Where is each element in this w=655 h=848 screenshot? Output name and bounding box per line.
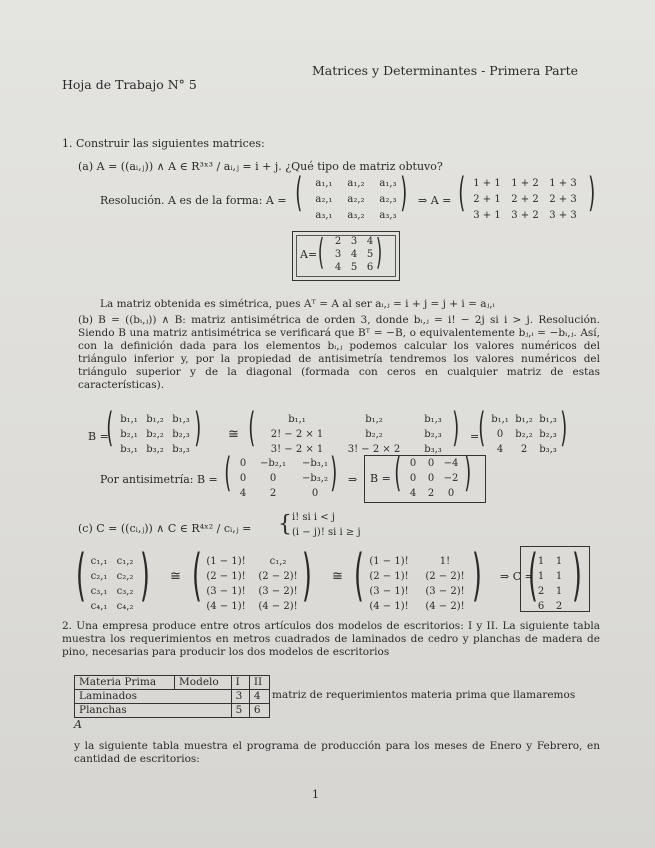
paren: ( xyxy=(224,450,232,496)
paren: ) xyxy=(560,405,568,451)
q1c-step2-matrix: (1 − 1)! 1! (2 − 1)! (2 − 2)! (3 − 1)! (3 − 2)! (4 − 1)! (4 − 2)! xyxy=(369,556,465,612)
table-cell: 3 xyxy=(231,690,249,704)
q1a-sums-matrix: 1 + 1 1 + 2 1 + 3 2 + 1 2 + 2 2 + 3 3 + 1 3 + 2 3 + 3 xyxy=(473,178,577,221)
q1b-formula-matrix: b₁,₁ b₁,₂ b₁,₃ 2! − 2 × 1 b₂,₂ b₂,₃ 3! − 2 × 1 3! − 2 × 2 b₃,₃ xyxy=(270,414,442,455)
q2-table-note: matriz de requerimientos materia prima que llamaremos xyxy=(272,689,576,701)
table-cell: Planchas xyxy=(75,704,232,718)
q1b-final-matrix: 0 0 −4 0 0 −2 4 2 0 xyxy=(409,458,459,499)
q1-title: 1. Construir las siguientes matrices: xyxy=(62,137,265,150)
q2-text: 2. Una empresa produce entre otros artículos dos modelos de escritorios: I y II. La siguiente tabla muestra los requerimientos en metros cuadrados de laminados de cedro y planchas de madera de pino, necesarias para producir los dos modelos de escritorios xyxy=(62,620,600,658)
q1a-result-label: A= xyxy=(300,248,318,261)
q1b-lhs: B = xyxy=(88,430,109,443)
q1c-statement: (c) C = ((cᵢ,ⱼ)) ∧ C ∈ R⁴ˣ² / cᵢ,ⱼ = xyxy=(78,522,252,535)
q1a-generic-matrix: a₁,₁ a₁,₂ a₁,₃ a₂,₁ a₂,₂ a₂,₃ a₃,₁ a₃,₂ a₃,₃ xyxy=(315,178,397,221)
paren: ) xyxy=(464,450,472,496)
paren: ( xyxy=(106,405,114,451)
paren: ( xyxy=(317,232,325,273)
paren: ) xyxy=(330,450,338,496)
table-row xyxy=(75,704,270,718)
paren: ) xyxy=(302,543,312,608)
table-cell: 6 xyxy=(249,704,269,718)
table-row xyxy=(75,676,270,690)
q1a-statement: (a) A = ((aᵢ,ⱼ)) ∧ A ∈ R³ˣ³ / aᵢ,ⱼ = i + j. ¿Qué tipo de matriz obtuvo? xyxy=(78,160,443,173)
table-cell: 4 xyxy=(249,690,269,704)
q1a-conclusion: La matriz obtenida es simétrica, pues Aᵀ = A al ser aᵢ,ⱼ = i + j = j + i = aⱼ,ᵢ xyxy=(100,298,495,310)
q1b-final-label: B = xyxy=(370,472,391,485)
q1b-arrow: ⇒ xyxy=(348,473,358,486)
table-header-cell: II xyxy=(249,676,269,690)
table-cell: Laminados xyxy=(75,690,232,704)
paren: ( xyxy=(295,170,303,216)
paren: ) xyxy=(472,543,482,608)
q1b-text: (b) B = ((bᵢ,ⱼ)) ∧ B: matriz antisimétrica de orden 3, donde bᵢ,ⱼ = i! − 2j si i > j. Resolución. Siendo B una matriz antisimétrica se verificará que Bᵀ = −B, o equivalentemente bⱼ,ᵢ = −bᵢ,ⱼ. Así, con la definición dada para los elementos bᵢ,ⱼ podemos calcular los valores numéricos del triángulo inferior y, por la propiedad de antisimetría tendremos los valores numéricos del triángulo superior y de la diagonal (formada con ceros en cualquier matriz de estas características). xyxy=(78,314,600,391)
table-header-cell: Modelo xyxy=(175,676,232,690)
paren: ) xyxy=(375,232,383,273)
q1c-case1: i! si i < j xyxy=(292,512,335,523)
table-header-cell: Materia Prima xyxy=(75,676,175,690)
q1b-anti-label: Por antisimetría: B = xyxy=(100,473,218,486)
paren: ( xyxy=(528,543,538,608)
paren: ( xyxy=(478,405,486,451)
q1c-case2: (i − j)! si i ≥ j xyxy=(292,527,361,538)
paren: ) xyxy=(572,543,582,608)
paren: ( xyxy=(76,543,86,608)
q2-matrix-name: A xyxy=(74,718,82,731)
q1c-symbol2: ≅ xyxy=(332,569,343,584)
table-cell: 5 xyxy=(231,704,249,718)
brace-icon: { xyxy=(278,512,292,537)
q1b-symbol: ≅ xyxy=(228,427,239,442)
q2-table xyxy=(74,675,270,718)
sheet-subject: Matrices y Determinantes - Primera Parte xyxy=(312,63,579,78)
q1c-symbol: ≅ xyxy=(170,569,181,584)
q1b-anti-matrix: 0 −b₂,₁ −b₃,₁ 0 0 −b₃,₂ 4 2 0 xyxy=(239,458,328,499)
paren: ( xyxy=(192,543,202,608)
table-header-cell: I xyxy=(231,676,249,690)
q1b-generic-matrix: b₁,₁ b₁,₂ b₁,₃ b₂,₁ b₂,₂ b₂,₃ b₃,₁ b₃,₂ b₃,₃ xyxy=(120,414,190,455)
paren: ) xyxy=(140,543,150,608)
q1b-partial-matrix: b₁,₁ b₁,₂ b₁,₃ 0 b₂,₂ b₂,₃ 4 2 b₃,₃ xyxy=(491,414,557,455)
paren: ) xyxy=(452,405,460,451)
paren: ( xyxy=(394,450,402,496)
paren: ) xyxy=(194,405,202,451)
paren: ( xyxy=(458,170,466,216)
table-row xyxy=(75,690,270,704)
q1c-step1-matrix: (1 − 1)! c₁,₂ (2 − 1)! (2 − 2)! (3 − 1)! (3 − 2)! (4 − 1)! (4 − 2)! xyxy=(206,556,298,612)
q1b-eq: = xyxy=(470,430,480,443)
paren: ( xyxy=(354,543,364,608)
q1a-arrow: ⇒ A = xyxy=(418,194,452,207)
q1a-resolution: Resolución. A es de la forma: A = xyxy=(100,194,287,207)
q1a-result-matrix: 2 3 4 3 4 5 4 5 6 xyxy=(334,236,374,273)
sheet-title: Hoja de Trabajo N° 5 xyxy=(62,77,197,92)
paren: ( xyxy=(248,405,256,451)
q1c-arrow: ⇒ C = xyxy=(500,570,534,583)
page-number: 1 xyxy=(312,788,319,801)
paren: ) xyxy=(400,170,408,216)
q2-after: y la siguiente tabla muestra el programa de producción para los meses de Enero y Febrero, en cantidad de escritorios: xyxy=(74,740,600,765)
q1c-generic-matrix: c₁,₁ c₁,₂ c₂,₁ c₂,₂ c₃,₁ c₃,₂ c₄,₁ c₄,₂ xyxy=(90,556,134,612)
q1c-final-matrix: 1 1 1 1 2 1 6 2 xyxy=(537,556,563,612)
paren: ) xyxy=(588,170,596,216)
